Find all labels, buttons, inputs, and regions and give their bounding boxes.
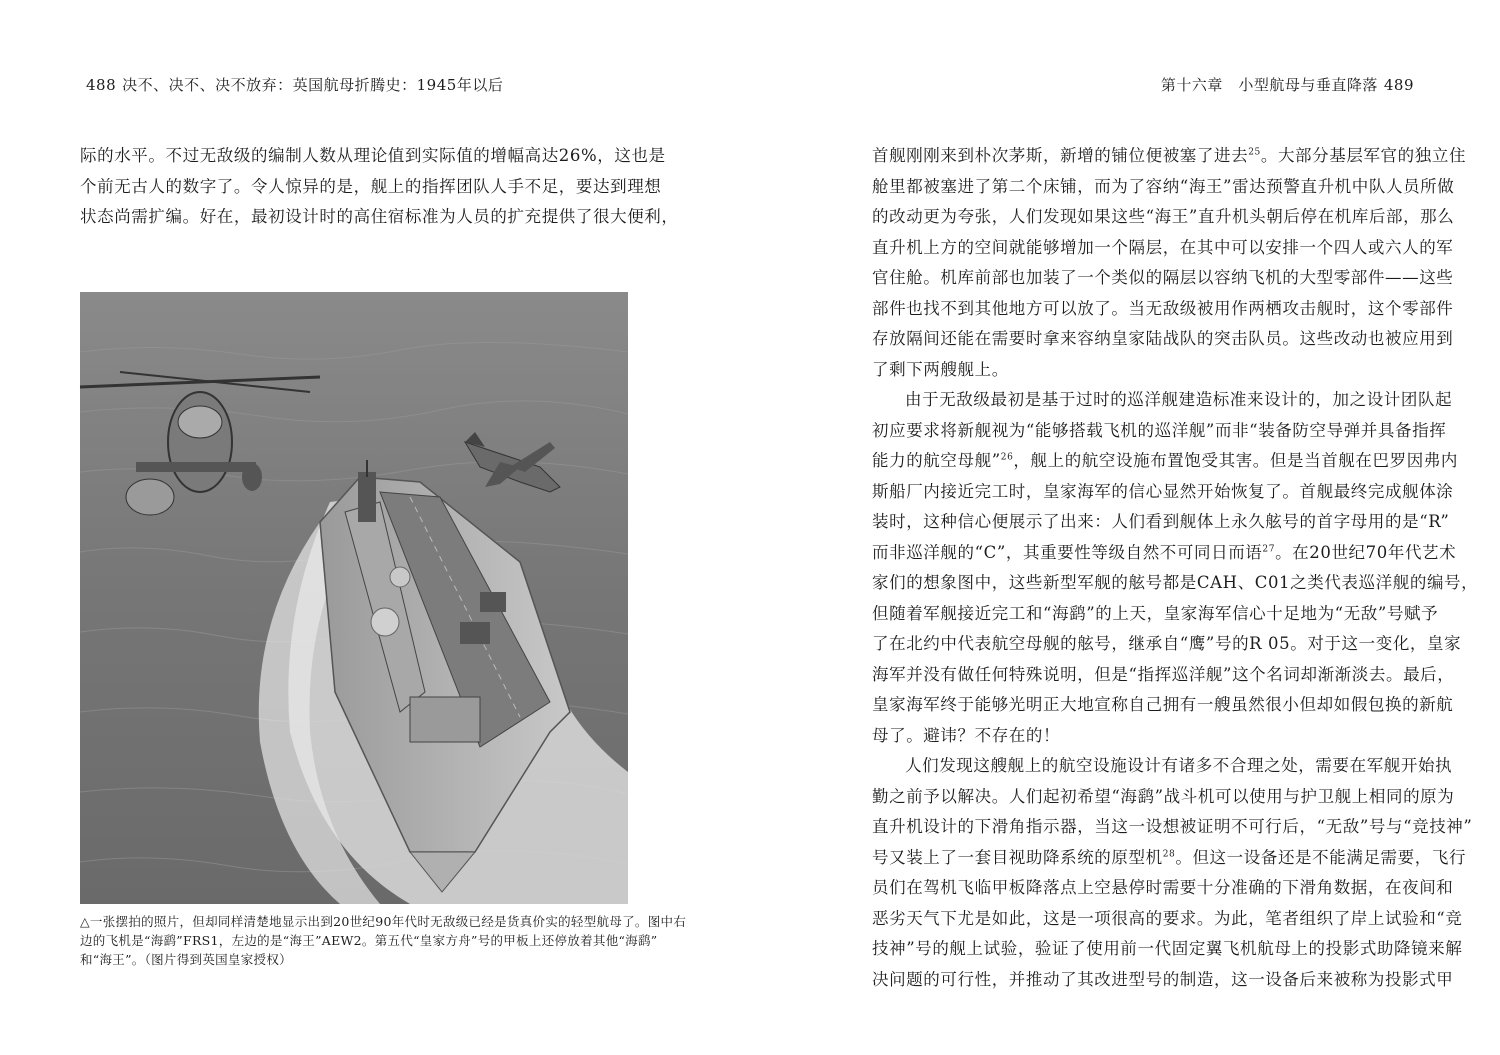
text-line	[872, 812, 1473, 843]
line-text: 能力的航空母舰”	[872, 451, 1001, 470]
text-line	[872, 324, 1454, 355]
text-line: 际的水平。不过无敌级的编制人数从理论值到实际值的增幅高达26%，这也是	[80, 146, 666, 165]
text-line	[872, 294, 1454, 325]
footnote-ref[interactable]: 28	[1162, 849, 1176, 859]
text-line	[872, 568, 1479, 599]
text-line	[872, 660, 1455, 691]
text-line	[872, 172, 1455, 203]
line-text: 家们的想象图中，这些新型军舰的舷号都是CAH、C01之类代表巡洋舰的编号，	[872, 573, 1479, 592]
text-line	[872, 141, 1467, 172]
line-text: 的改动更为夸张，人们发现如果这些“海王”直升机头朝后停在机库后部，那么	[872, 207, 1455, 226]
text-line	[872, 843, 1467, 874]
line-text: 。但这一设备还是不能满足需要，飞行	[1175, 847, 1467, 867]
right-body-text	[872, 141, 1479, 995]
line-text: 官住舱。机库前部也加装了一个类似的隔层以容纳飞机的大型零部件——这些	[872, 268, 1454, 287]
text-line	[872, 934, 1463, 965]
right-page	[750, 0, 1500, 1055]
line-text: 皇家海军终于能够光明正大地宣称自己拥有一艘虽然很小但却如假包换的新航	[872, 695, 1454, 714]
line-text: 由于无敌级最初是基于过时的巡洋舰建造标准来设计的，加之设计团队起	[905, 390, 1453, 409]
line-text: 海军并没有做任何特殊说明，但是“指挥巡洋舰”这个名词却渐渐淡去。最后，	[872, 664, 1455, 684]
line-text: 舱里都被塞进了第二个床铺，而为了容纳“海王”雷达预警直升机中队人员所做	[872, 176, 1455, 196]
left-body-text	[80, 141, 679, 233]
line-text: 。大部分基层军官的独立住	[1260, 146, 1467, 165]
right-page-number: 489	[1383, 76, 1414, 94]
line-text: 了在北约中代表航空母舰的舷号，继承自“鹰”号的R 05。对于这一变化，皇家	[872, 634, 1462, 653]
line-text: 恶劣天气下尤是如此，这是一项很高的要求。为此，笔者组织了岸上试验和“竞	[872, 908, 1463, 928]
caption-line: 边的飞机是“海鹞”FRS1，左边的是“海王”AEW2。第五代“皇家方舟”号的甲板上还停放着其他“海鹞”	[80, 933, 658, 948]
line-text: 直升机设计的下滑角指示器，当这一设想被证明不可行后，“无敌”号与“竞技神”	[872, 817, 1473, 836]
carrier-photo	[80, 292, 628, 904]
line-text: 。在20世纪70年代艺术	[1275, 542, 1457, 562]
line-text: 但随着军舰接近完工和“海鹞”的上天，皇家海军信心十足地为“无敌”号赋予	[872, 603, 1439, 623]
line-text: 装时，这种信心便展示了出来：人们看到舰体上永久舷号的首字母用的是“R”	[872, 512, 1450, 531]
text-line: 状态尚需扩编。好在，最初设计时的高住宿标准为人员的扩充提供了很大便利，	[80, 207, 679, 226]
line-text: 号又装上了一套目视助降系统的原型机	[872, 847, 1163, 867]
text-line	[872, 782, 1455, 813]
line-text: 母了。避讳？不存在的！	[872, 725, 1061, 745]
text-line	[872, 446, 1459, 477]
line-text: 技神”号的舰上试验，验证了使用前一代固定翼飞机航母上的投影式助降镜来解	[872, 939, 1463, 958]
footnote-ref[interactable]: 27	[1262, 544, 1276, 554]
line-text: 人们发现这艘舰上的航空设施设计有诸多不合理之处，需要在军舰开始执	[905, 756, 1453, 775]
text-line	[872, 202, 1455, 233]
footnote-ref[interactable]: 26	[1000, 452, 1014, 463]
line-text: 首舰刚刚来到朴次茅斯，新增的铺位便被塞了进去	[872, 146, 1249, 165]
line-text: 斯船厂内接近完工时，皇家海军的信心显然开始恢复了。首舰最终完成舰体涂	[872, 481, 1454, 501]
text-line	[872, 599, 1439, 630]
text-line	[872, 385, 1453, 416]
caption-line: 和“海王”。（图片得到英国皇家授权）	[80, 952, 292, 967]
left-page-number: 488	[86, 76, 117, 94]
line-text: ，舰上的航空设施布置饱受其害。但是当首舰在巴罗因弗内	[1013, 451, 1459, 470]
line-text: 决问题的可行性，并推动了其改进型号的制造，这一设备后来被称为投影式甲	[872, 969, 1454, 989]
left-running-head	[80, 74, 503, 95]
text-line	[872, 904, 1463, 935]
text-line	[872, 233, 1454, 264]
text-line	[872, 690, 1454, 721]
text-line	[872, 873, 1454, 904]
book-title: 决不、决不、决不放弃：英国航母折腾史：1945年以后	[122, 76, 504, 94]
photo-caption	[80, 912, 687, 969]
line-text: 而非巡洋舰的“C”，其重要性等级自然不可同日而语	[872, 542, 1263, 562]
text-line: 个前无古人的数字了。令人惊异的是，舰上的指挥团队人手不足，要达到理想	[80, 176, 662, 196]
text-line	[872, 751, 1453, 782]
line-text: 初应要求将新舰视为“能够搭载飞机的巡洋舰”而非“装备防空导弹并具备指挥	[872, 420, 1447, 440]
caption-line: △一张摆拍的照片，但却同样清楚地显示出到20世纪90年代时无敌级已经是货真价实的轻型航母了。图中右	[80, 914, 687, 929]
text-line	[872, 477, 1454, 508]
line-text: 了剩下两艘舰上。	[872, 359, 1009, 379]
footnote-ref[interactable]: 25	[1248, 147, 1261, 158]
line-text: 员们在驾机飞临甲板降落点上空悬停时需要十分准确的下滑角数据，在夜间和	[872, 878, 1454, 897]
text-line	[872, 416, 1447, 447]
text-line	[872, 965, 1454, 996]
text-line	[872, 629, 1462, 660]
right-running-head	[1161, 74, 1420, 95]
text-line	[872, 507, 1450, 538]
line-text: 存放隔间还能在需要时拿来容纳皇家陆战队的突击队员。这些改动也被应用到	[872, 329, 1454, 348]
text-line	[872, 263, 1454, 294]
text-line	[872, 721, 1432, 752]
text-line	[872, 355, 1432, 386]
text-line	[872, 538, 1457, 569]
chapter-title: 第十六章 小型航母与垂直降落	[1160, 76, 1378, 94]
line-text: 勤之前予以解决。人们起初希望“海鹞”战斗机可以使用与护卫舰上相同的原为	[872, 786, 1455, 806]
carrier-photo-illustration	[80, 292, 628, 904]
line-text: 部件也找不到其他地方可以放了。当无敌级被用作两栖攻击舰时，这个零部件	[872, 298, 1454, 318]
line-text: 直升机上方的空间就能够增加一个隔层，在其中可以安排一个四人或六人的军	[872, 237, 1454, 257]
